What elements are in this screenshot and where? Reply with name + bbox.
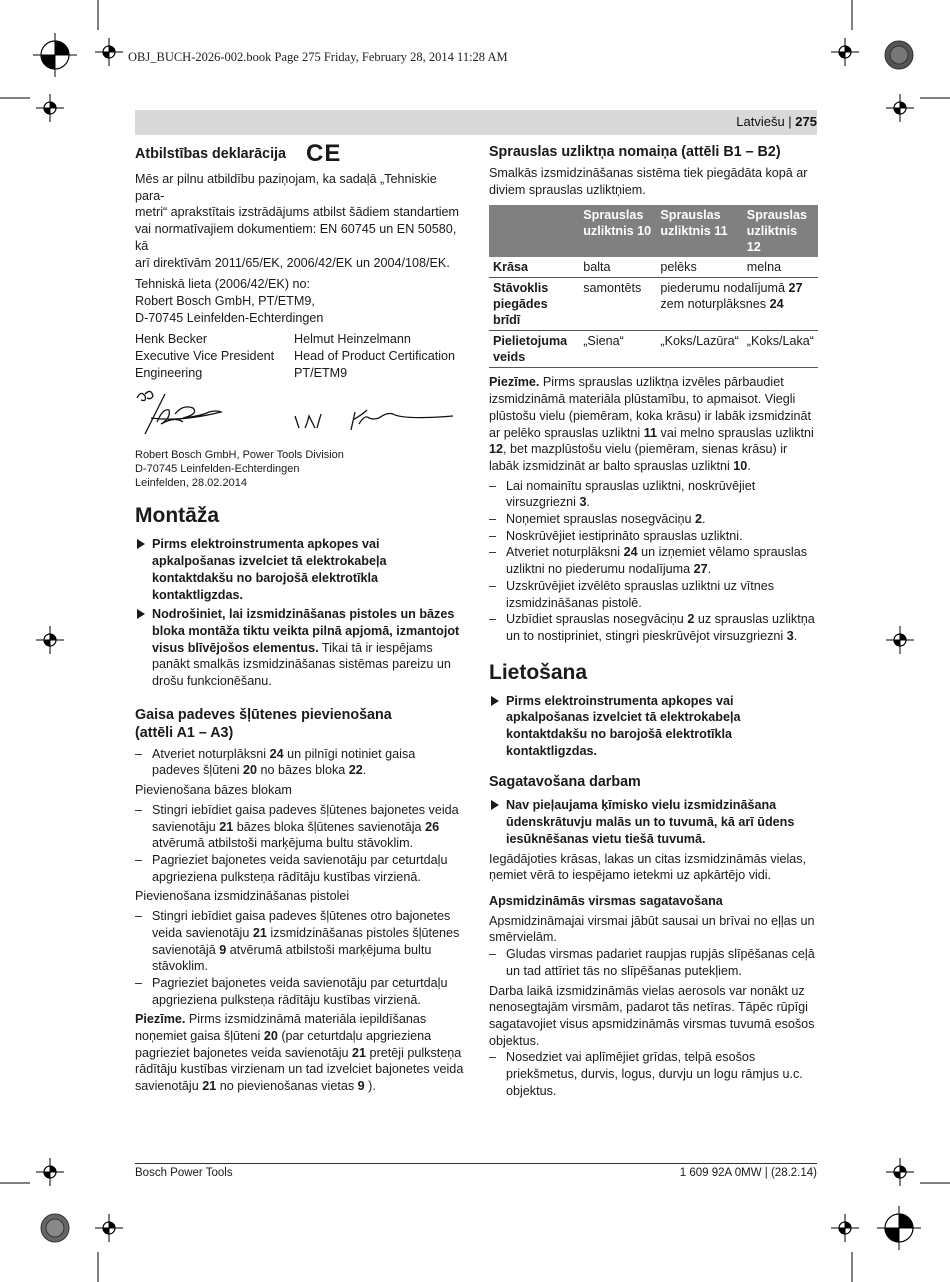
techfile-line: D-70745 Leinfelden-Echterdingen [135, 310, 324, 325]
techfile-line: Robert Bosch GmbH, PT/ETM9, [135, 293, 315, 308]
bullet-triangle-icon [137, 539, 145, 549]
warning-item: Pirms elektroinstrumenta apkopes vai apkalpošanas izvelciet tā elektrokabeļa kontaktdakšu no barojošā elektrotīkla kontaktligzdas. [489, 693, 818, 760]
dash-item: – Nosedziet vai aplīmējiet grīdas, telpā esošos priekšmetus, durvis, logus, durvju un logu rāmjus u.c. objektus. [489, 1050, 803, 1098]
nozzle-table [489, 205, 818, 368]
dash-item: – Noskrūvējiet iestiprināto sprauslas uzliktni. [489, 528, 743, 543]
color-target-bottom-left [41, 1214, 69, 1242]
dash-item: – Atveriet noturplāksni 24 un izņemiet vēlamo sprauslas uzliktni no piederumu nodalījuma 27. [489, 545, 808, 577]
heading-line: (attēli A1 – A3) [135, 724, 234, 741]
paragraph: Iegādājoties krāsas, lakas un citas izsmidzināmās vielas, ņemiet vērā to iespējamo ietekmi uz apkārtējo vidi. [489, 851, 807, 883]
subheading: Pievienošana izsmidzināšanas pistolei [135, 889, 350, 904]
crosshair-mid-right [886, 626, 914, 654]
ce-mark: CE [305, 140, 342, 167]
table-cell: „Siena“ [579, 331, 656, 368]
signatory-role: Executive Vice President [135, 349, 275, 364]
right-column [489, 143, 818, 1099]
warning-text-bold: Nodrošiniet, lai izsmidzināšanas pistoles un bāzes bloka montāža tiktu veikta pilnā apjomā, izmantojot visus blīvējošos elementus. [152, 607, 460, 655]
subheading: Pievienošana bāzes blokam [135, 783, 292, 798]
running-header [736, 114, 817, 129]
dash-item: – Stingri iebīdiet gaisa padeves šļūtenes otro bajonetes veida savienotāju 21 izsmidzināšanas pistoles šļūtenes savienotājā 9 atvērumā atbilstoši marķējuma bultu stāvoklim. [135, 909, 460, 974]
company-line: Leinfelden, 28.02.2014 [135, 477, 247, 490]
footer-brand: Bosch Power Tools [135, 1167, 233, 1179]
section-title-sagatavosana: Sagatavošana darbam [489, 774, 641, 791]
header-language: Latviešu [736, 114, 785, 129]
header-bar [135, 110, 817, 135]
footer-rule [135, 1163, 817, 1164]
table-cell: Krāsa [489, 257, 579, 278]
crosshair-mid-left [36, 626, 64, 654]
subsection-title-apsmidzinamas: Apsmidzināmās virsmas sagatavošana [489, 893, 723, 908]
dash-item: – Pagrieziet bajonetes veida savienotāju par ceturtdaļu apgrieziena pulksteņa rādītāju kustības virzienā. [135, 975, 448, 1007]
table-header [489, 205, 579, 257]
crosshair-lower-right [886, 1158, 914, 1186]
declaration-text [135, 171, 465, 271]
company-line: Robert Bosch GmbH, Power Tools Division [135, 449, 344, 462]
warning-item [135, 536, 465, 603]
dash-item: – Uzskrūvējiet izvēlēto sprauslas uzliktni uz vītnes izsmidzināšanas pistolē. [489, 578, 775, 610]
page-number: 275 [795, 114, 817, 129]
table-cell: Stāvoklis piegādes brīdī [489, 278, 579, 331]
table-row [489, 278, 818, 331]
bullet-triangle-icon [137, 609, 145, 619]
signatory-right [294, 331, 455, 381]
table-cell: „Koks/Laka“ [743, 331, 818, 368]
signatory-role: Head of Product Certification [294, 349, 456, 364]
signatory-dept: Engineering [135, 365, 203, 380]
bullet-triangle-icon [491, 800, 499, 810]
table-header: Sprauslas uzliktnis 11 [656, 205, 742, 257]
dash-item: – Lai nomainītu sprauslas uzliktni, noskrūvējiet virsuzgriezni 3. [489, 478, 756, 510]
note-paragraph: Piezīme. Pirms sprauslas uzliktņa izvēles pārbaudiet izsmidzināmā materiāla plūstamību, to apmaisot. Viegli plūstošu vielu (piemēram, koka krāsu) ir labāk izsmidzināt ar pelēko sprauslas uzliktni 11 vai melno sprauslas uzliktni 12, bet mazplūstošu vielu (piemēram, sienas krāsu) ir labāk izsmidzināt ar balto sprauslas uzliktni 10. [489, 375, 814, 473]
color-target-top-right [885, 41, 913, 69]
warning-item [135, 606, 465, 690]
crosshair-bottom-left [95, 1214, 123, 1242]
crosshair-upper-right [886, 94, 914, 122]
signatory-dept: PT/ETM9 [294, 365, 348, 380]
dash-item: – Atveriet noturplāksni 24 un pilnīgi notiniet gaisa padeves šļūteni 20 no bāzes bloka 22. [135, 746, 416, 778]
warning-item: Nav pieļaujama ķīmisko vielu izsmidzināšana ūdenskrātuvju malās un to tuvumā, kā arī ūdens iesūknēšanas vietu tiešā tuvumā. [489, 797, 818, 847]
dash-item: – Gludas virsmas padariet raupjas rupjās slīpēšanas ceļā un tad attīriet tās no slīpēšanas putekļiem. [489, 947, 815, 978]
table-cell: pelēks [656, 257, 742, 278]
paragraph: Apsmidzināmajai virsmai jābūt sausai un brīvai no eļļas un smērvielām. [489, 913, 815, 945]
paragraph: Darba laikā izsmidzināmās vielas aerosols var nonākt uz nenosegtajām virsmām, padarot tās netīras. Tāpēc rūpīgi sagatavojiet visus apsmidzināmās virsmas tuvumā esošos objektus. [489, 983, 815, 1048]
table-cell: piederumu nodalījumā 27 zem noturplāksnes 24 [656, 278, 818, 331]
section-title-sprauslas: Sprauslas uzliktņa nomaiņa (attēli B1 – B2) [489, 144, 781, 160]
table-cell: Pielietojuma veids [489, 331, 579, 368]
dash-item: – Stingri iebīdiet gaisa padeves šļūtenes bajonetes veida savienotāju 21 bāzes bloka šļūtenes savienotāja 26 atvērumā atbilstoši marķējuma bultu stāvoklim. [135, 802, 459, 851]
book-info-line: OBJ_BUCH-2026-002.book Page 275 Friday, February 28, 2014 11:28 AM [128, 50, 508, 64]
section-title-lietosana: Lietošana [489, 660, 588, 684]
table-cell: samontēts [579, 278, 656, 331]
table-row [489, 331, 818, 368]
crosshair-top-left-2 [95, 38, 123, 66]
company-info [135, 448, 465, 490]
crosshair-top-right [831, 38, 859, 66]
crosshair-bottom-right-big [877, 1206, 921, 1250]
left-column [135, 140, 465, 1095]
header-separator: | [784, 114, 796, 129]
table-header-row [489, 205, 818, 257]
handwritten-signatures [135, 384, 455, 446]
table-cell: balta [579, 257, 656, 278]
decl-line: arī direktīvām 2011/65/EK, 2006/42/EK un 2004/108/EK. [135, 255, 450, 270]
technical-file [135, 276, 465, 326]
techfile-line: Tehniskā lieta (2006/42/EK) no: [135, 277, 311, 292]
table-header: Sprauslas uzliktnis 10 [579, 205, 656, 257]
crosshair-bottom-right [831, 1214, 859, 1242]
declaration-title: Atbilstības deklarācija [135, 146, 286, 162]
footer-doc-number: 1 609 92A 0MW | (28.2.14) [679, 1167, 817, 1179]
warning-text: Pirms elektroinstrumenta apkopes vai apkalpošanas izvelciet tā elektrokabeļa kontaktdakšu no barojošā elektrotīkla kontaktligzdas. [152, 537, 387, 602]
decl-line: metri“ aprakstītais izstrādājums atbilst šādiem standartiem [135, 205, 460, 220]
decl-line: Mēs ar pilnu atbildību paziņojam, ka sadaļā „Tehniskie para- [135, 172, 437, 203]
crosshair-upper-left [36, 94, 64, 122]
signatories [135, 331, 465, 381]
signatory-name: Helmut Heinzelmann [294, 332, 411, 347]
dash-item: – Uzbīdiet sprauslas nosegvāciņu 2 uz sprauslas uzliktņa un to nostipriniet, stingri pieskrūvējot virsuzgriezni 3. [489, 612, 815, 643]
signatory-left [135, 331, 294, 381]
section-title-gaisa [135, 706, 465, 742]
table-cell: „Koks/Lazūra“ [656, 331, 742, 368]
bullet-triangle-icon [491, 696, 499, 706]
decl-line: vai normatīvajiem dokumentiem: EN 60745 un EN 50580, kā [135, 222, 457, 253]
note-paragraph: Piezīme. Pirms izsmidzināmā materiāla iepildīšanas noņemiet gaisa šļūteni 20 (par ceturtdaļu apgrieziena pagrieziet bajonetes veida savienotāju 21 pretēji pulksteņa rādītāju kustības virzienam un tad izvelciet bajonetes veida savienotāju 21 no pievienošanas vietas 9 ). [135, 1012, 464, 1094]
dash-item: – Noņemiet sprauslas nosegvāciņu 2. [489, 512, 706, 527]
table-row [489, 257, 818, 278]
table-header: Sprauslas uzliktnis 12 [743, 205, 818, 257]
crosshair-lower-left [36, 1158, 64, 1186]
company-line: D-70745 Leinfelden-Echterdingen [135, 463, 300, 476]
warning-text: Tikai tā ir iespējams panākt smalkās izsmidzināšanas sistēmas pareizu un drošu funkcionēšanu. [152, 640, 451, 689]
table-cell: melna [743, 257, 818, 278]
heading-line: Gaisa padeves šļūtenes pievienošana [135, 706, 392, 723]
section-title-montaza: Montāža [135, 504, 219, 528]
signatory-name: Henk Becker [135, 332, 208, 347]
crosshair-top-left [33, 33, 77, 77]
dash-item: – Pagrieziet bajonetes veida savienotāju par ceturtdaļu apgrieziena pulksteņa rādītāju kustības virzienā. [135, 852, 448, 884]
intro-paragraph: Smalkās izsmidzināšanas sistēma tiek piegādāta kopā ar diviem sprauslas uzliktņiem. [489, 166, 808, 197]
